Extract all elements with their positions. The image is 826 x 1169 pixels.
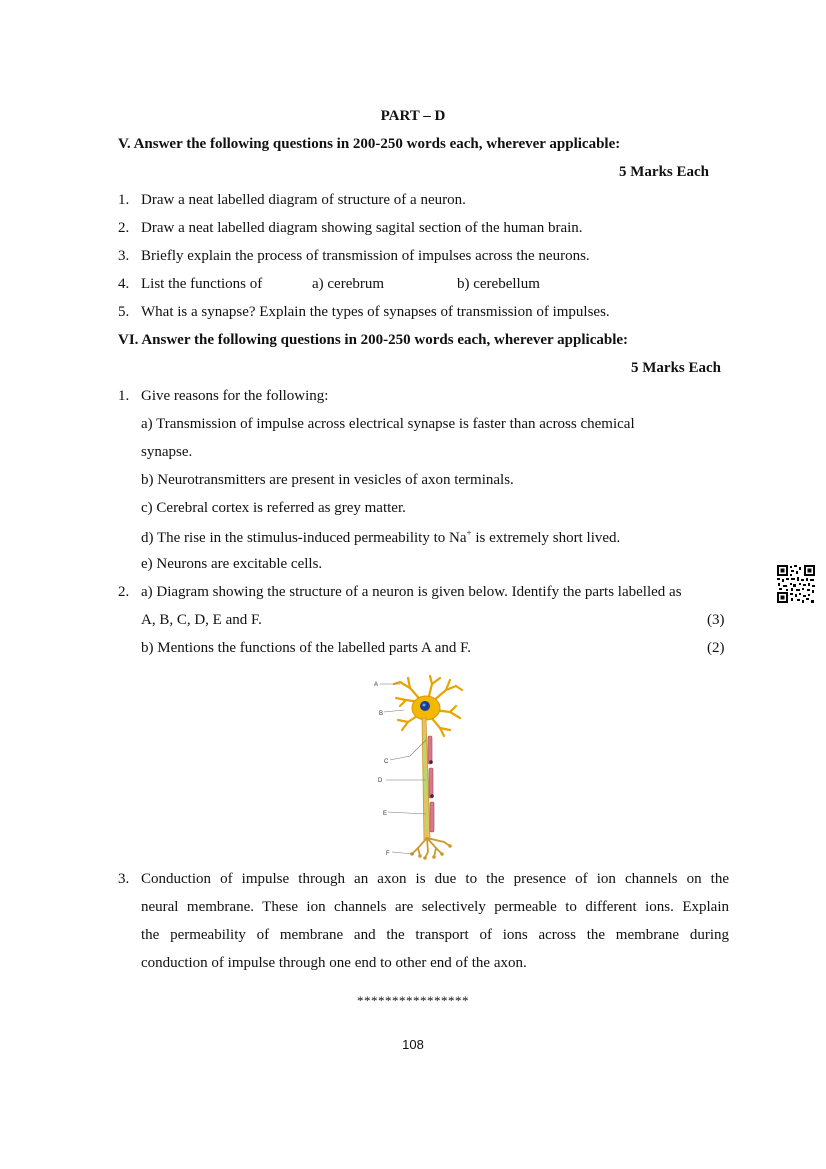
- diagram-label-d: D: [378, 778, 383, 784]
- question-text: What is a synapse? Explain the types of synapses of transmission of impulses.: [141, 304, 610, 320]
- question-number: 2.: [118, 220, 130, 236]
- question-number: 3.: [118, 871, 130, 887]
- option-cerebellum: b) cerebellum: [457, 276, 540, 292]
- reason-d-text-end: is extremely short lived.: [471, 530, 621, 546]
- sodium-charge: +: [466, 528, 472, 538]
- diagram-label-b: B: [379, 711, 384, 717]
- reason-b: b) Neurotransmitters are present in vesicles of axon terminals.: [141, 472, 514, 488]
- section-vi-heading: VI. Answer the following questions in 200-250 words each, wherever applicable:: [118, 332, 629, 348]
- question-number: 1.: [118, 388, 130, 404]
- question-number: 2.: [118, 584, 130, 600]
- question-text: List the functions of: [141, 276, 263, 292]
- question-2a-line1: a) Diagram showing the structure of a neuron is given below. Identify the parts labelled as: [141, 584, 682, 600]
- question-3-line3: the permeability of membrane and the transport of ions across the membrane during: [141, 927, 729, 943]
- question-3-line1: Conduction of impulse through an axon is due to the presence of ion channels on the: [141, 871, 729, 887]
- part-title: PART – D: [380, 108, 446, 124]
- reason-d-text: d) The rise in the stimulus-induced permeability to Na: [141, 530, 467, 546]
- section-vi-marks: 5 Marks Each: [631, 360, 721, 376]
- section-v-heading: V. Answer the following questions in 200-250 words each, wherever applicable:: [118, 136, 621, 152]
- question-number: 4.: [118, 276, 130, 292]
- neuron-diagram: [370, 670, 470, 860]
- marks-2b: (2): [707, 640, 725, 656]
- question-3-line4: conduction of impulse through one end to other end of the axon.: [141, 955, 527, 971]
- diagram-label-e: E: [383, 811, 388, 817]
- question-number: 3.: [118, 248, 130, 264]
- page-number: 108: [402, 1037, 424, 1052]
- question-text: Briefly explain the process of transmission of impulses across the neurons.: [141, 248, 590, 264]
- diagram-label-f: F: [386, 851, 390, 857]
- reason-e: e) Neurons are excitable cells.: [141, 556, 323, 572]
- question-3-line2: neural membrane. These ion channels are selectively permeable to different ions. Explain: [141, 899, 729, 915]
- reason-a-line1: a) Transmission of impulse across electrical synapse is faster than across chemical: [141, 416, 635, 432]
- question-2a-line2: A, B, C, D, E and F.: [141, 612, 262, 628]
- question-number: 5.: [118, 304, 130, 320]
- reason-c: c) Cerebral cortex is referred as grey matter.: [141, 500, 406, 516]
- question-number: 1.: [118, 192, 130, 208]
- reason-a-line2: synapse.: [141, 444, 193, 460]
- question-2b: b) Mentions the functions of the labelled parts A and F.: [141, 640, 471, 656]
- diagram-label-c: C: [384, 759, 389, 765]
- section-v-marks: 5 Marks Each: [619, 164, 709, 180]
- option-cerebrum: a) cerebrum: [312, 276, 385, 292]
- qr-code: [777, 565, 815, 603]
- marks-2a: (3): [707, 612, 725, 628]
- diagram-label-a: A: [374, 682, 379, 688]
- reason-d: [141, 528, 620, 547]
- question-text: Draw a neat labelled diagram showing sagital section of the human brain.: [141, 220, 583, 236]
- question-text: Give reasons for the following:: [141, 388, 329, 404]
- question-text: Draw a neat labelled diagram of structure of a neuron.: [141, 192, 466, 208]
- separator: ****************: [357, 993, 469, 1008]
